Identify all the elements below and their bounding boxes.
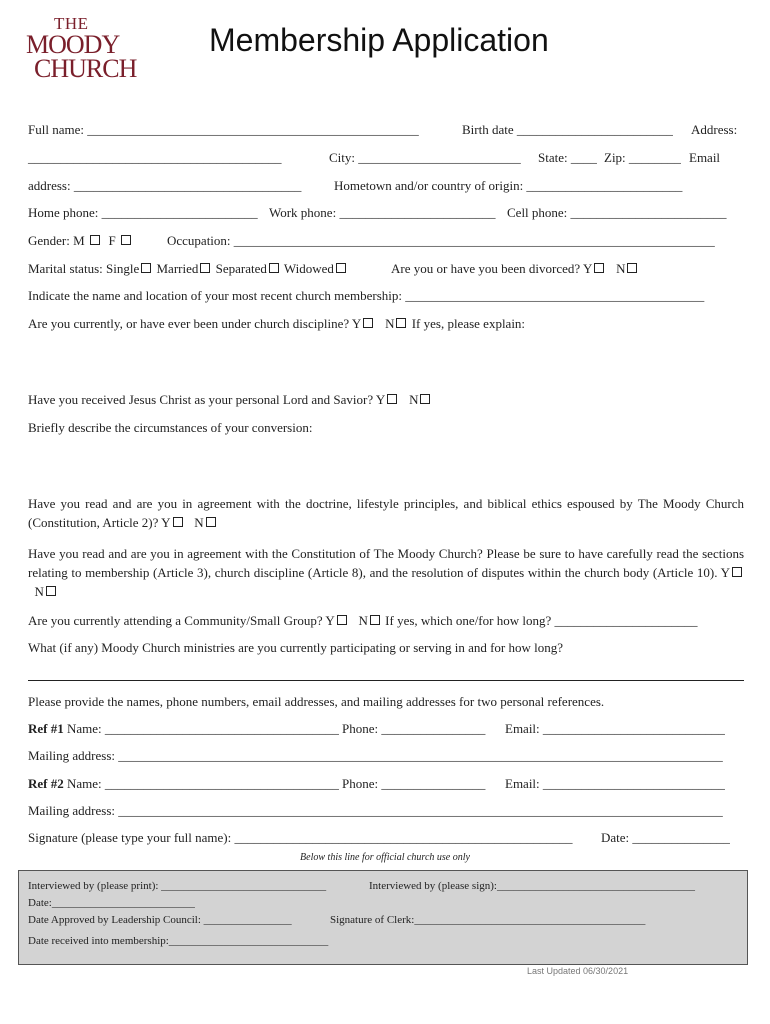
official-date-field[interactable]: Date:__________________________ [28,897,195,909]
ref1-phone-field[interactable]: Phone: ________________ [342,721,486,736]
occupation-field[interactable]: Occupation: __________________________________________________________________________ [167,233,715,248]
zip-field[interactable]: Zip: ________ [604,150,681,165]
divorced-question: Are you or have you been divorced? [391,261,581,276]
group-y-checkbox[interactable] [337,615,347,625]
birth-date-field[interactable]: Birth date ________________________ [462,122,673,137]
discipline-explain: If yes, please explain: [411,316,526,331]
widowed-checkbox[interactable] [336,263,346,273]
doctrine-y-label: Y [161,515,171,530]
ref1-row [28,720,339,738]
group-n-label: N [358,613,368,628]
doctrine-question [28,494,744,532]
gender-m-label: M [73,233,85,248]
ref2-row [28,775,339,793]
constitution-y-checkbox[interactable] [732,567,742,577]
group-y-label: Y [325,613,335,628]
single-label: Single [106,261,140,276]
small-group-how-long[interactable]: If yes, which one/for how long? ______________________ [385,613,698,628]
separated-checkbox[interactable] [269,263,279,273]
discipline-n-checkbox[interactable] [396,318,406,328]
full-name-field[interactable]: Full name: ___________________________________________________ [28,122,419,137]
discipline-y-checkbox[interactable] [363,318,373,328]
email-label: Email [689,150,721,165]
received-christ-question: Have you received Jesus Christ as your personal Lord and Savior? [28,392,374,407]
email-address-field[interactable]: address: ___________________________________ [28,178,302,193]
discipline-n-label: N [385,316,395,331]
doctrine-n-checkbox[interactable] [206,517,216,527]
references-intro: Please provide the names, phone numbers, email addresses, and mailing addresses for two personal references. [28,694,605,709]
discipline-question: Are you currently, or have ever been under church discipline? [28,316,350,331]
official-use-box [18,870,748,965]
ref2-mailing-field[interactable]: Mailing address: _____________________________________________________________________________________________ [28,803,723,818]
page-title: Membership Application [209,22,549,58]
ref2-name-field[interactable]: Name: ____________________________________ [67,776,339,791]
state-field[interactable]: State: ____ [538,150,597,165]
constitution-n-label: N [34,584,44,599]
logo-moody: MOODY [26,30,120,59]
city-field[interactable]: City: _________________________ [329,150,521,165]
gender-f-checkbox[interactable] [121,235,131,245]
married-checkbox[interactable] [200,263,210,273]
ref1-name-field[interactable]: Name: ____________________________________ [67,721,339,736]
married-label: Married [156,261,199,276]
discipline-row [28,315,525,333]
logo-the: THE [54,14,89,33]
signature-field[interactable]: Signature (please type your full name): ____________________________________________________ [28,830,573,845]
conversion-question: Briefly describe the circumstances of your conversion: [28,420,313,435]
separated-label: Separated [215,261,267,276]
ref2-label: Ref #2 [28,776,64,791]
small-group-row [28,612,698,630]
constitution-question [28,544,744,601]
work-phone-field[interactable]: Work phone: ________________________ [269,205,496,220]
doctrine-text: Have you read and are you in agreement with the doctrine, lifestyle principles, and biblical ethics espoused by The Moody Church (Constitution, Article 2)? [28,496,744,530]
ref1-label: Ref #1 [28,721,64,736]
ref1-email-field[interactable]: Email: ____________________________ [505,721,725,736]
received-christ-row [28,391,432,409]
ref1-mailing-field[interactable]: Mailing address: _____________________________________________________________________________________________ [28,748,723,763]
ministries-question: What (if any) Moody Church ministries are you currently participating or serving in and for how long? [28,640,564,655]
divorced-y-label: Y [582,261,593,276]
group-n-checkbox[interactable] [370,615,380,625]
ref2-email-field[interactable]: Email: ____________________________ [505,776,725,791]
recent-church-field[interactable]: Indicate the name and location of your most recent church membership: ______________________________________________ [28,288,705,303]
church-logo [24,14,166,88]
marital-row [28,260,348,278]
widowed-label: Widowed [283,261,334,276]
gender-m-checkbox[interactable] [90,235,100,245]
hometown-field[interactable]: Hometown and/or country of origin: ________________________ [334,178,683,193]
date-received-field[interactable]: Date received into membership:_____________________________ [28,935,329,947]
gender-row [28,232,133,250]
constitution-text: Have you read and are you in agreement with the Constitution of The Moody Church? Please be sure to have carefully read the sections relating to membership (Article 3), church discipline (Article 8), and the resolution of disputes within the church body (Article 10). [28,546,744,580]
divorced-y-checkbox[interactable] [594,263,604,273]
interviewed-sign-field[interactable]: Interviewed by (please sign):____________________________________ [369,880,695,892]
marital-label: Marital status: [28,261,103,276]
constitution-n-checkbox[interactable] [46,586,56,596]
gender-f-label: F [108,233,116,248]
cell-phone-field[interactable]: Cell phone: ________________________ [507,205,727,220]
discipline-y-label: Y [351,316,362,331]
single-checkbox[interactable] [141,263,151,273]
divorced-n-checkbox[interactable] [627,263,637,273]
address-label: Address: [691,122,738,137]
ministries-answer-line[interactable] [28,680,744,681]
official-use-note: Below this line for official church use only [300,852,470,863]
doctrine-n-label: N [194,515,204,530]
christ-n-label: N [409,392,419,407]
divorced-row [391,260,639,278]
signature-date-field[interactable]: Date: _______________ [601,830,730,845]
constitution-y-label: Y [720,565,730,580]
date-approved-field[interactable]: Date Approved by Leadership Council: ________________ [28,914,292,926]
address-field[interactable]: _______________________________________ [28,150,282,165]
last-updated: Last Updated 06/30/2021 [527,966,629,976]
home-phone-field[interactable]: Home phone: ________________________ [28,205,258,220]
logo-church: CHURCH [34,54,137,83]
christ-y-checkbox[interactable] [387,394,397,404]
christ-n-checkbox[interactable] [420,394,430,404]
doctrine-y-checkbox[interactable] [173,517,183,527]
gender-label: Gender: [28,233,70,248]
ref2-phone-field[interactable]: Phone: ________________ [342,776,486,791]
small-group-question: Are you currently attending a Community/Small Group? [28,613,323,628]
divorced-n-label: N [616,261,626,276]
clerk-signature-field[interactable]: Signature of Clerk:__________________________________________ [330,914,646,926]
christ-y-label: Y [375,392,386,407]
interviewed-print-field[interactable]: Interviewed by (please print): ______________________________ [28,880,327,892]
